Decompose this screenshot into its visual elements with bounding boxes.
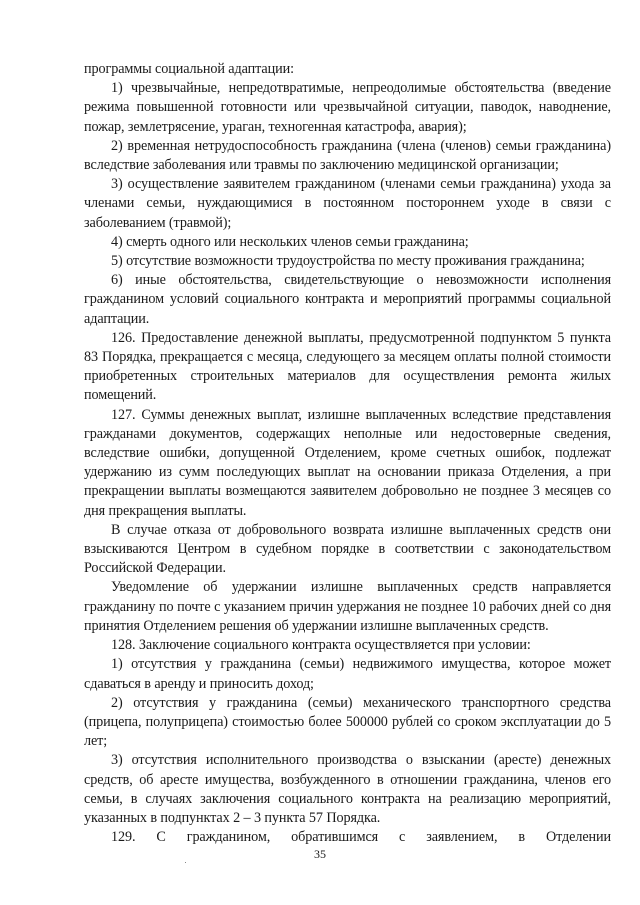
paragraph: 4) смерть одного или нескольких членов семьи гражданина;: [111, 233, 469, 250]
paragraph: 5) отсутствие возможности трудоустройства по месту проживания гражданина;: [111, 253, 585, 270]
paragraph: 129. С гражданином, обратившимся с заявлением, в Отделении: [111, 829, 611, 846]
paragraph: 128. Заключение социального контракта осуществляется при условии:: [111, 637, 531, 654]
paragraph: В случае отказа от добровольного возврата излишне выплаченных средств они взыскиваются Центром в судебном порядке в соответствии с законодательством Российской Федерации.: [84, 521, 611, 577]
paragraph: 2) отсутствия у гражданина (семьи) механического транспортного средства (прицепа, полуприцепа) стоимостью более 500000 рублей со сроком эксплуатации до 5 лет;: [84, 694, 611, 750]
scan-speck: [185, 862, 186, 863]
paragraph: 2) временная нетрудоспособность гражданина (члена (членов) семьи гражданина) вследствие заболевания или травмы по заключению медицинской организации;: [84, 137, 611, 174]
paragraph: 6) иные обстоятельства, свидетельствующие о невозможности исполнения гражданином условий социального контракта и мероприятий программы социальной адаптации.: [84, 272, 611, 327]
paragraph: программы социальной адаптации:: [84, 61, 294, 77]
paragraph: 3) осуществление заявителем гражданином (членами семьи гражданина) ухода за членами семьи, нуждающимися в постоянном постороннем уходе в связи с заболеванием (травмой);: [84, 176, 611, 231]
document-page: [84, 60, 611, 847]
paragraph: 1) отсутствия у гражданина (семьи) недвижимого имущества, которое может сдаваться в аренду и приносить доход;: [84, 656, 611, 692]
paragraph: 1) чрезвычайные, непредотвратимые, непреодолимые обстоятельства (введение режима повышенной готовности или чрезвычайной ситуации, паводок, наводнение, пожар, землетрясение, ураган, техногенная катастрофа, авария);: [84, 80, 611, 135]
paragraph: 127. Суммы денежных выплат, излишне выплаченных вследствие представления гражданами документов, содержащих неполные или недостоверные сведения, вследствие ошибки, допущенной Отделением, кроме счетных ошибок, подлежат удержанию из сумм последующих выплат на основании приказа Отделения, а при прекращении выплаты возмещаются заявителем добровольно не позднее 3 месяцев со дня прекращения выплаты.: [84, 406, 611, 519]
paragraph: Уведомление об удержании излишне выплаченных средств направляется гражданину по почте с указанием причин удержания не позднее 10 рабочих дней со дня принятия Отделением решения об удержании излишне выплаченных средств.: [84, 579, 611, 634]
page-number: 35: [314, 847, 326, 861]
paragraph: 3) отсутствия исполнительного производства о взыскании (аресте) денежных средств, об аресте имущества, возбужденного в отношении гражданина, членов его семьи, в случаях заключения социального контракта на реализацию мероприятий, указанных в подпунктах 2 – 3 пункта 57 Порядка.: [84, 752, 611, 826]
paragraph: 126. Предоставление денежной выплаты, предусмотренной подпунктом 5 пункта 83 Порядка, прекращается с месяца, следующего за месяцем оплаты полной стоимости приобретенных строительных материалов для осуществления ремонта жилых помещений.: [84, 329, 611, 404]
